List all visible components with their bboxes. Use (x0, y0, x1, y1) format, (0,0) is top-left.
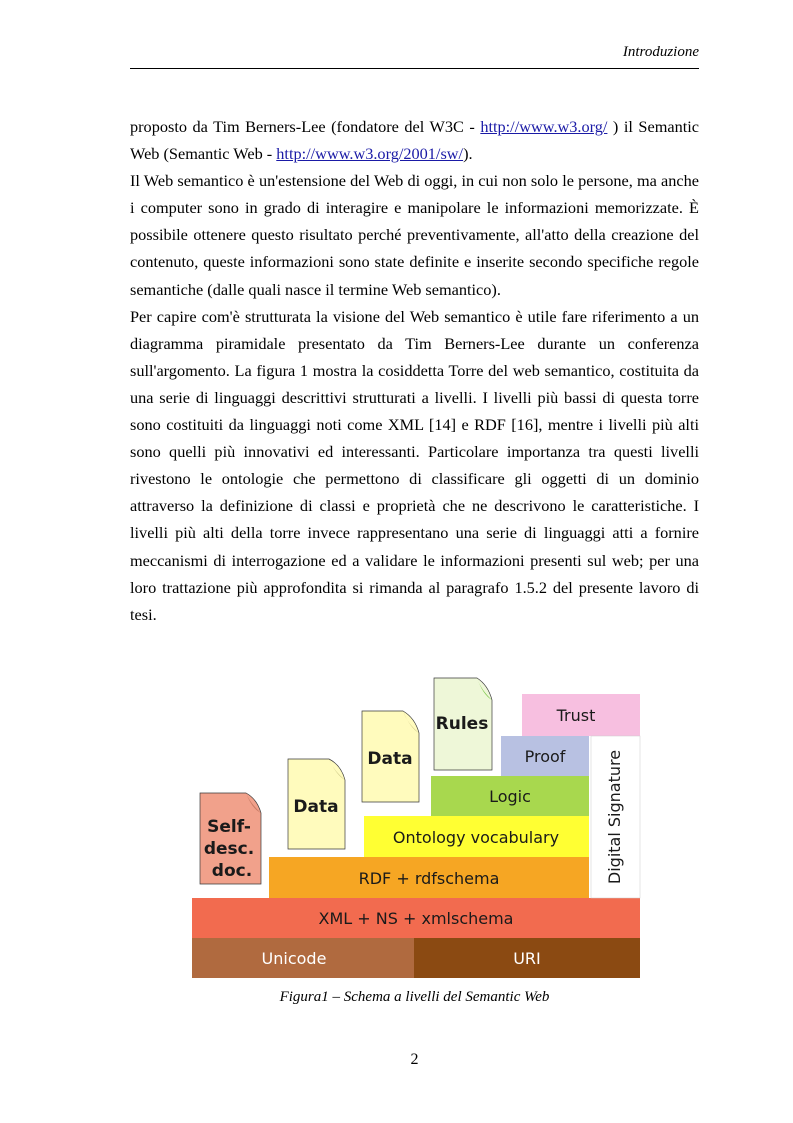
self-desc-label-line-3: doc. (211, 861, 253, 881)
self-desc-label-line-2: desc. (203, 839, 255, 859)
paragraph-1-text-c: ). (463, 144, 473, 164)
logic-label: Logic (489, 787, 531, 806)
running-header: Introduzione (622, 44, 699, 60)
paragraph-2: Il Web semantico è un'estensione del Web di oggi, in cui non solo le persone, ma anche i computer sono in grado di interagire e manipolare le informazioni memorizzate. È possibile ottenere questo risultato perché preventivamente, all'atto della creazione del contenuto, queste informazioni sono state definite e inserite secondo specifiche regole semantiche (dalle quali nasce il termine Web semantico). (130, 171, 699, 299)
paragraph-1-text-a: proposto da Tim Berners-Lee (fondatore del W3C - (130, 117, 481, 136)
body-text (130, 113, 699, 628)
rules-document-label: Rules (435, 714, 489, 734)
data-document-1-label: Data (293, 797, 339, 817)
trust-label: Trust (556, 706, 596, 725)
self-desc-label-line-1: Self- (207, 817, 251, 837)
header-rule (130, 68, 699, 69)
digital-signature-label: Digital Signature (605, 749, 624, 885)
ontology-label: Ontology vocabulary (392, 828, 560, 847)
paragraph-1-text-b: ) il Semantic Web (Semantic Web - (130, 117, 699, 164)
xml-label: XML + NS + xmlschema (318, 909, 514, 928)
page-number: 2 (410, 1051, 419, 1068)
rdf-label: RDF + rdfschema (358, 869, 500, 888)
data-document-2-label: Data (367, 749, 413, 769)
paragraph-3: Per capire com'è strutturata la visione del Web semantico è utile fare riferimento a un diagramma piramidale presentato da Tim Berners-Lee durante un conferenza sull'argomento. La figura 1 mostra la cosiddetta Torre del web semantico, costituita da una serie di linguaggi descrittivi strutturati a livelli. I livelli più bassi di questa torre sono costituiti da linguaggi noti come XML [14] e RDF [16], mentre i livelli più alti sono quelli più innovativi ed interessanti. Particolare importanza tra questi livelli rivestono le ontologie che permettono di classificare gli oggetti di un dominio attraverso la definizione di classi e proprietà che ne descrivono le caratteristiche. I livelli più alti della torre invece rappresentano una serie di linguaggi atti a fornire meccanismi di interrogazione ed a validare le informazioni presenti sul web; per una loro trattazione più approfondita si rimanda al paragrafo 1.5.2 del presente lavoro di tesi. (130, 306, 699, 624)
proof-label: Proof (524, 747, 566, 766)
paragraph-1 (130, 113, 699, 167)
uri-label: URI (513, 949, 541, 968)
w3c-link[interactable]: http://www.w3.org/ (480, 117, 608, 136)
figure-caption: Figura1 – Schema a livelli del Semantic Web (279, 989, 550, 1005)
semantic-web-tower-figure (191, 676, 641, 981)
semantic-web-link[interactable]: http://www.w3.org/2001/sw/ (276, 144, 464, 164)
semantic-web-tower-diagram (191, 676, 641, 981)
self-desc-label (204, 817, 260, 881)
unicode-label: Unicode (261, 949, 327, 968)
